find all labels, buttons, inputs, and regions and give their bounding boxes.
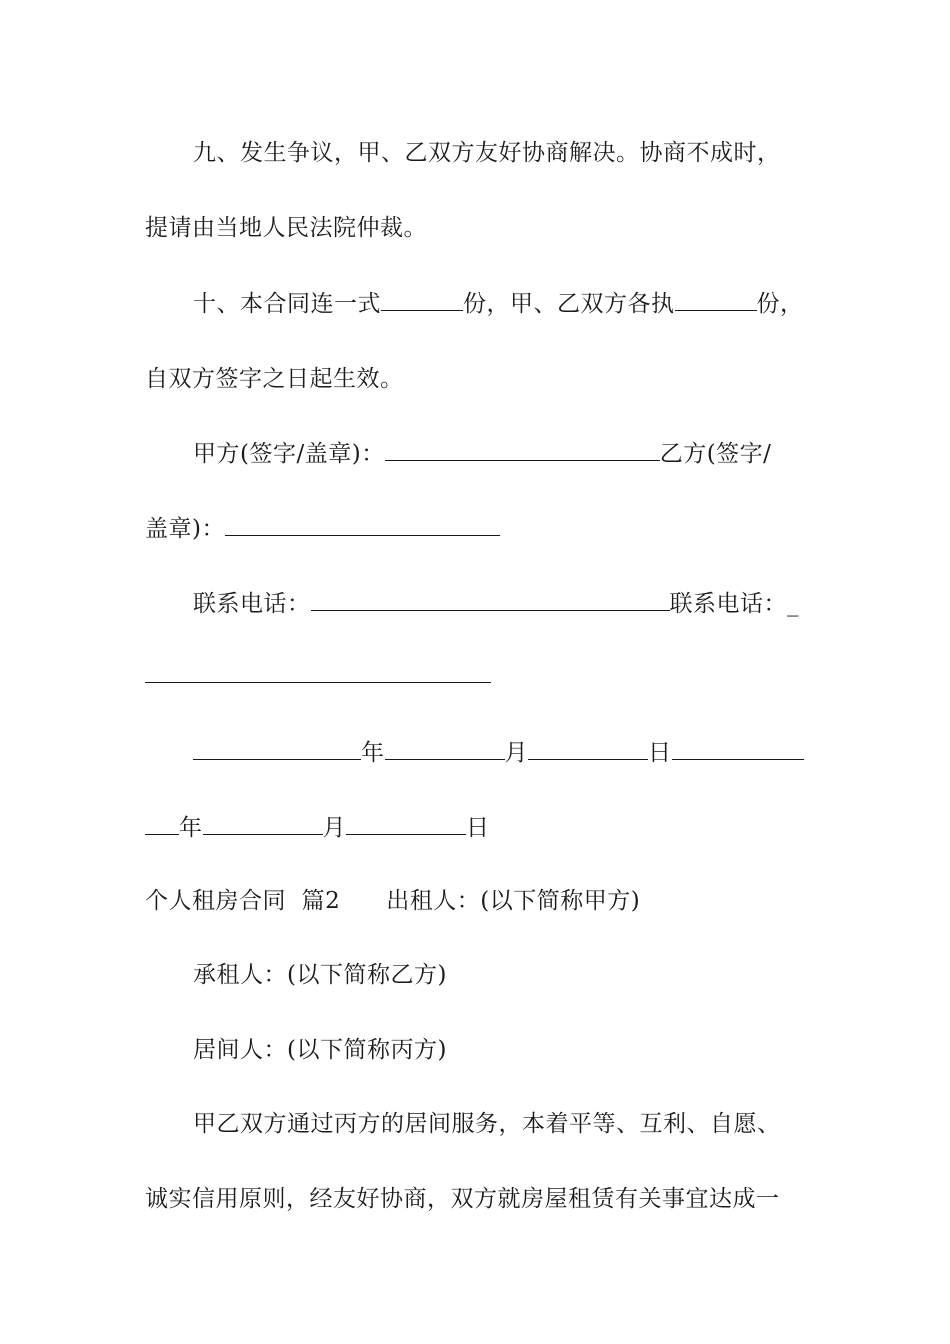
date-line-1 <box>193 737 873 768</box>
section-2-title: 个人租房合同 篇2 <box>145 888 341 914</box>
intermediary-line: 居间人：(以下简称丙方) <box>193 1037 447 1063</box>
party-a-phone-blank <box>311 588 670 611</box>
clause-10-line-1 <box>193 288 873 319</box>
clause-9-line-1: 九、发生争议，甲、乙双方友好协商解决。协商不成时， <box>193 140 781 166</box>
day-blank-a <box>528 737 648 760</box>
lessee-line: 承租人：(以下简称乙方) <box>193 962 447 988</box>
year-blank-b-part2 <box>145 812 179 835</box>
signature-line-2 <box>145 513 825 544</box>
year-label-a: 年 <box>361 740 385 766</box>
month-blank-b <box>203 812 323 835</box>
month-blank-a <box>385 737 505 760</box>
signature-line <box>193 438 873 469</box>
day-label-a: 日 <box>648 740 672 766</box>
clause-10-line-2: 自双方签字之日起生效。 <box>145 366 404 392</box>
month-label-a: 月 <box>504 740 528 766</box>
party-b-phone-blank <box>145 660 491 683</box>
year-blank-a <box>193 737 361 760</box>
intro-line-1: 甲乙双方通过丙方的居间服务，本着平等、互利、自愿、 <box>193 1111 781 1137</box>
year-blank-b-part1 <box>672 737 804 760</box>
intro-line-2: 诚实信用原则，经友好协商，双方就房屋租赁有关事宜达成一 <box>145 1186 780 1212</box>
party-b-sign-blank <box>225 513 500 536</box>
lessor-label: 出租人：(以下简称甲方) <box>386 888 641 914</box>
year-label-b: 年 <box>179 815 203 841</box>
party-a-sign-blank <box>385 438 660 461</box>
clause-10-text-c: 份， <box>756 291 804 317</box>
clause-10-text-b: 份，甲、乙双方各执 <box>463 291 675 317</box>
party-a-phone-label: 联系电话： <box>193 591 311 617</box>
party-b-sign-label-b: 盖章)： <box>145 516 225 542</box>
phone-line-2 <box>145 660 825 691</box>
party-a-sign-label: 甲方(签字/盖章)： <box>193 441 385 467</box>
date-line-2 <box>145 812 825 843</box>
phone-line <box>193 588 873 619</box>
month-label-b: 月 <box>322 815 346 841</box>
day-label-b: 日 <box>466 815 490 841</box>
copies-each-blank <box>675 288 757 311</box>
clause-9-line-2: 提请由当地人民法院仲裁。 <box>145 215 427 241</box>
copies-total-blank <box>381 288 463 311</box>
clause-10-text-a: 十、本合同连一式 <box>193 291 381 317</box>
section-2-heading-line <box>145 886 825 916</box>
party-b-phone-label: 联系电话：_ <box>669 591 799 617</box>
party-b-sign-label-a: 乙方(签字/ <box>659 441 772 467</box>
day-blank-b <box>346 812 466 835</box>
